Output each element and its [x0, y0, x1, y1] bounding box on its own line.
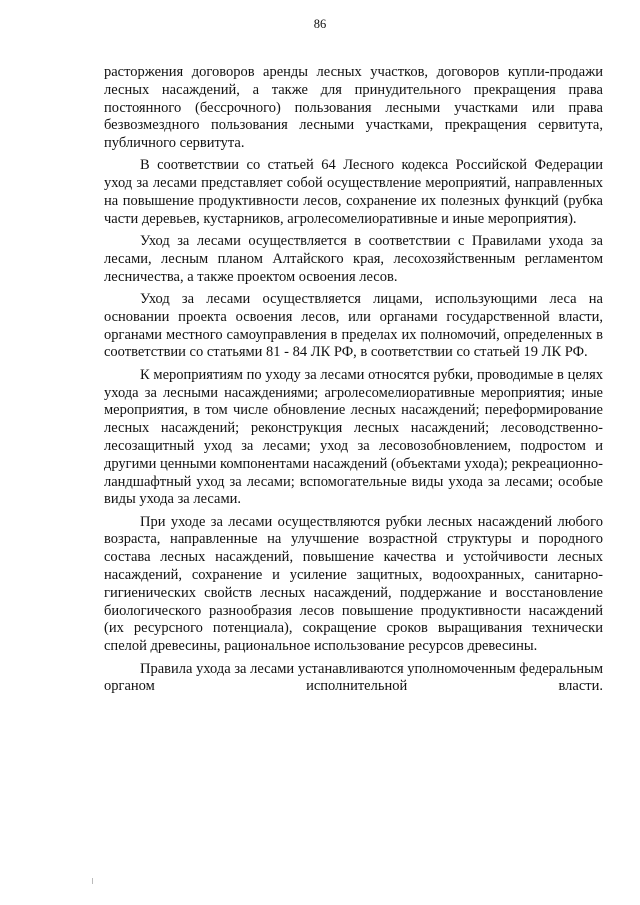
paragraph-2: В соответствии со статьей 64 Лесного кодекса Российской Федерации уход за лесами представляет собой осуществление мероприятий, направленных на повышение продуктивности лесов, сохранение их полезных функций (рубка части деревьев, кустарников, агролесомелиоративные и иные мероприятия). [104, 157, 603, 227]
paragraph-4: Уход за лесами осуществляется лицами, использующими леса на основании проекта освоения лесов, или органами государственной власти, органами местного самоуправления в пределах их полномочий, определенных в соответствии со статьями 81 - 84 ЛК РФ, в соответствии со статьей 19 ЛК РФ. [104, 291, 603, 361]
paragraph-6: При уходе за лесами осуществляются рубки лесных насаждений любого возраста, направленные на улучшение возрастной структуры и породного состава лесных насаждений, повышение качества и устойчивости лесных насаждений, сохранение и усиление защитных, водоохранных, санитарно-гигиенических свойств лесных насаждений, поддержание и восстановление биологического разнообразия лесов повышение продуктивности насаждений (их ресурсного потенциала), сокращение сроков выращивания технически спелой древесины, рациональное использование ресурсов древесины. [104, 513, 603, 655]
paragraph-3: Уход за лесами осуществляется в соответствии с Правилами ухода за лесами, лесным планом Алтайского края, лесохозяйственным регламентом лесничества, а также проектом освоения лесов. [104, 233, 603, 285]
page-number: 86 [313, 17, 327, 31]
paragraph-7: Правила ухода за лесами устанавливаются уполномоченным федеральным органом исполнительной власти. [104, 660, 603, 695]
paragraph-1: расторжения договоров аренды лесных участков, договоров купли-продажи лесных насаждений, а также для принудительного прекращения права постоянного (бессрочного) пользования лесными участками или права безвозмездного пользования лесными участками, прекращения сервитута, публичного сервитута. [104, 64, 603, 152]
document-body [104, 64, 603, 701]
scan-artifact [92, 878, 93, 884]
paragraph-5: К мероприятиям по уходу за лесами относятся рубки, проводимые в целях ухода за лесными насаждениями; агролесомелиоративные мероприятия; иные мероприятия, в том числе обновление лесных насаждений; переформирование лесных насаждений; реконструкция лесных насаждений; лесоводственно-лесозащитный уход за лесами; уход за лесовозобновлением, подростом и другими ценными компонентами насаждений (объектами ухода); рекреационно-ландшафтный уход за лесами; вспомогательные виды ухода за лесами; особые виды ухода за лесами. [104, 366, 603, 508]
